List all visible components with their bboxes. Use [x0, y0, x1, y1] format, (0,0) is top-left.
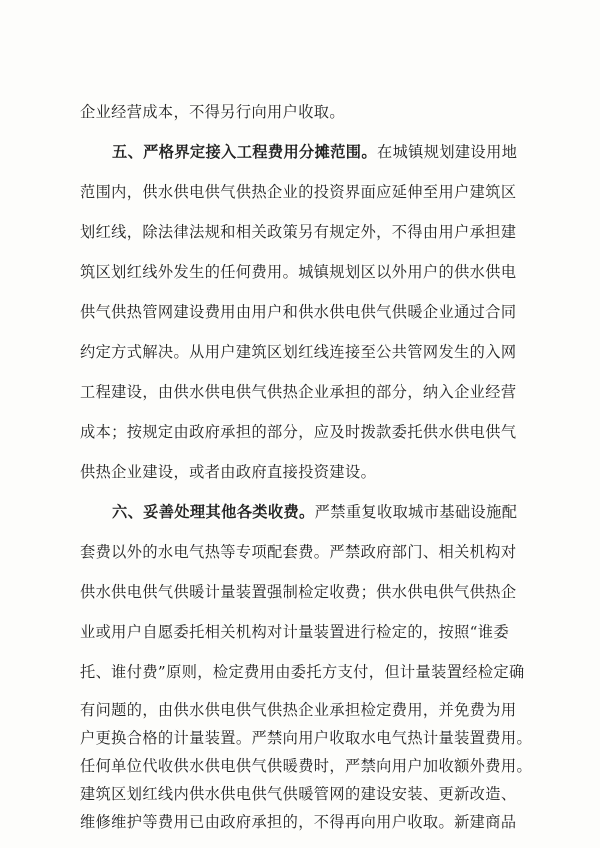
text-line: 套费以外的水电气热等专项配套费。严禁政府部门、相关机构对 [80, 543, 517, 561]
text-line: 托、谁付费”原则，检定费用由委托方支付，但计量装置经检定确 [80, 663, 525, 681]
section-five-first-line: 五、严格界定接入工程费用分摊范围。在城镇规划建设用地 [112, 143, 518, 161]
section-six-first-line: 六、妥善处理其他各类收费。严禁重复收取城市基础设施配 [112, 503, 518, 521]
text-line: 维修维护等费用已由政府承担的，不得再向用户收取。新建商品 [80, 813, 517, 831]
text-line: 任何单位代收供水供电供气供暖费时，严禁向用户加收额外费用。 [80, 757, 533, 775]
text-line: 业或用户自愿委托相关机构对计量装置进行检定的，按照“谁委 [80, 623, 510, 641]
section-heading: 五、严格界定接入工程费用分摊范围。 [112, 143, 377, 161]
text-line: 建筑区划红线内供水供电供气供暖管网的建设安装、更新改造、 [80, 785, 517, 803]
text-line: 划红线，除法律法规和相关政策另有规定外，不得由用户承担建 [80, 223, 517, 241]
section-heading: 六、妥善处理其他各类收费。 [112, 503, 315, 521]
text-line: 有问题的，由供水供电供气供热企业承担检定费用，并免费为用 [80, 701, 517, 719]
text-line: 供气供热管网建设费用由用户和供水供电供气供暖企业通过合同 [80, 303, 517, 321]
text-line: 范围内，供水供电供气供热企业的投资界面应延伸至用户建筑区 [80, 183, 517, 201]
text-line: 约定方式解决。从用户建筑区划红线连接至公共管网发生的入网 [80, 343, 517, 361]
text-line: 户更换合格的计量装置。严禁向用户收取水电气热计量装置费用。 [80, 729, 533, 747]
text-line: 供水供电供气供暖计量装置强制检定收费；供水供电供气供热企 [80, 583, 517, 601]
text-line: 成本；按规定由政府承担的部分，应及时拨款委托供水供电供气 [80, 423, 517, 441]
text-line: 企业经营成本，不得另行向用户收取。 [80, 103, 345, 121]
text-line: 筑区划红线外发生的任何费用。城镇规划区以外用户的供水供电 [80, 263, 517, 281]
text-line: 供热企业建设，或者由政府直接投资建设。 [80, 463, 377, 481]
text-line: 工程建设，由供水供电供气供热企业承担的部分，纳入企业经营 [80, 383, 517, 401]
